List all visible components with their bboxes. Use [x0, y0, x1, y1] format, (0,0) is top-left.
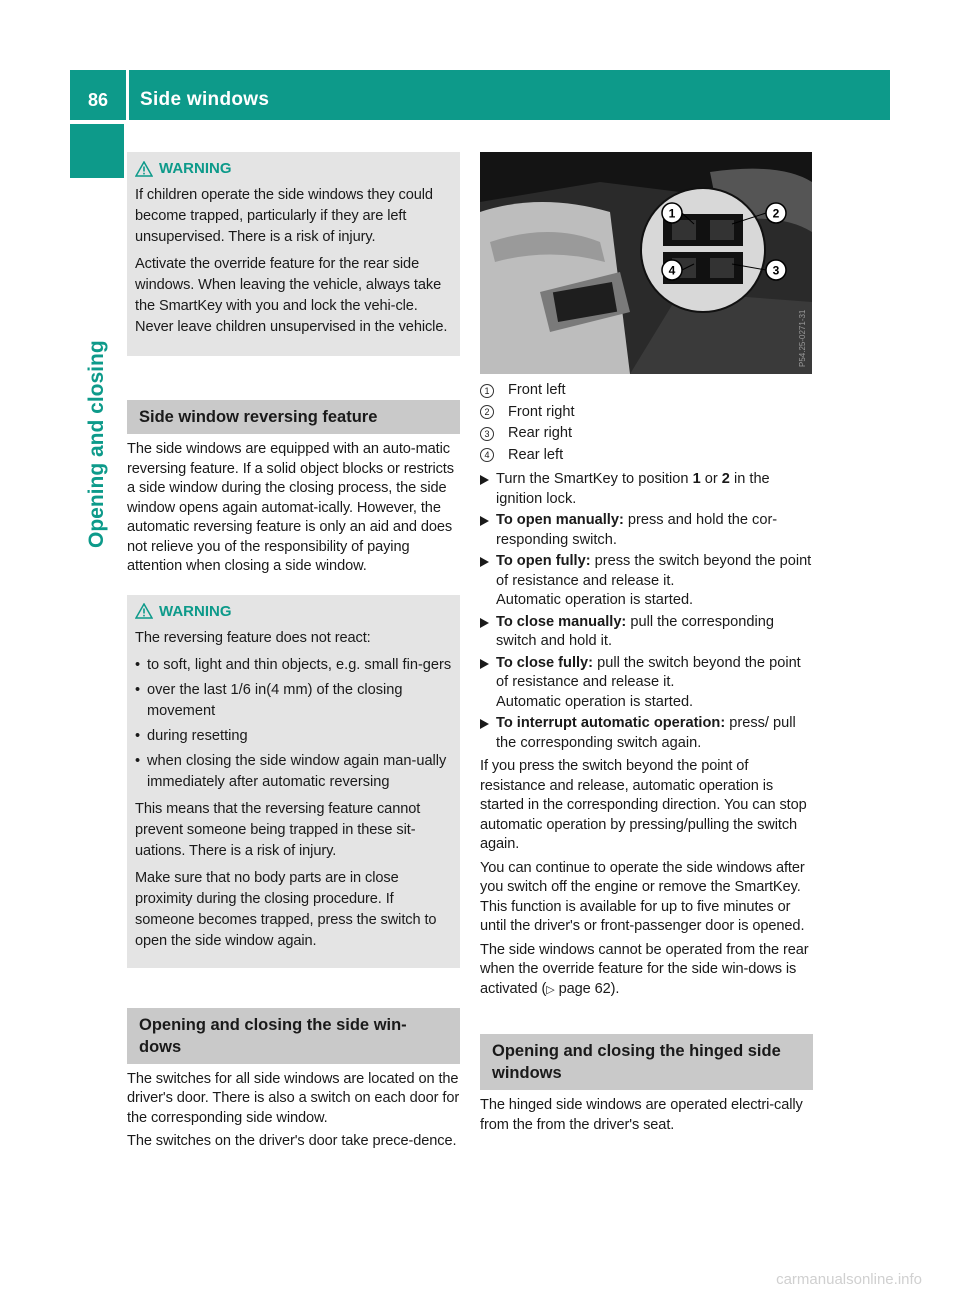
list-item: [480, 445, 813, 467]
warning-text: Make sure that no body parts are in close proximity during the closing procedure. If someone becomes trapped, press the switch to open the side window again.: [135, 869, 437, 949]
body-paragraph: The switches on the driver's door take prece-dence.: [127, 1133, 457, 1149]
callout-number: 1: [480, 384, 494, 398]
body-paragraph: The switches for all side windows are located on the driver's door. There is also a switch on each door for the corresponding side window.: [127, 1070, 460, 1126]
legend-label: Front left: [508, 382, 566, 398]
instruction-steps: [480, 470, 813, 753]
section-heading-hinged-windows: Opening and closing the hinged side windows: [480, 1034, 813, 1090]
section-heading-reversing: Side window reversing feature: [127, 400, 460, 434]
warning-heading-text: WARNING: [159, 160, 232, 177]
legend-label: Rear left: [508, 446, 564, 463]
header-divider: [126, 70, 129, 120]
instruction-step: To close fully: pull the switch beyond the point of resistance and release it. Automatic operation is started.: [480, 654, 813, 713]
callout-legend: [480, 380, 813, 466]
instruction-step: To interrupt automatic operation: press/ pull the corresponding switch again.: [480, 714, 813, 753]
page-reference-link[interactable]: page 62).: [554, 980, 620, 997]
legend-label: Rear right: [508, 425, 573, 441]
figure-callout: 3: [772, 263, 780, 278]
chapter-label: Opening and closing: [85, 340, 108, 548]
step-arrow-icon: [480, 719, 489, 729]
warning-text: Activate the override feature for the rear side windows. When leaving the vehicle, always take the SmartKey with you and lock the vehi-cle. Never leave children unsupervised in the vehicle.: [135, 256, 448, 335]
figure-code: P54.25-0271-31: [798, 309, 807, 367]
callout-number: 2: [480, 405, 494, 419]
step-arrow-icon: [480, 618, 489, 628]
section-heading-opening-closing: Opening and closing the side win-dows: [127, 1008, 460, 1064]
figure-callout: 4: [668, 263, 676, 278]
page-title: Side windows: [140, 89, 270, 110]
figure-callout: 1: [668, 206, 676, 221]
list-item: • when closing the side window again man-ually immediately after automatic reversing: [135, 751, 452, 793]
list-item: • over the last 1/6 in(4 mm) of the closing movement: [135, 680, 452, 722]
step-arrow-icon: [480, 475, 489, 485]
step-arrow-icon: [480, 516, 489, 526]
warning-heading: [135, 603, 452, 620]
figure-callout: 2: [772, 206, 780, 221]
page-reference-arrow-icon: ▷: [546, 983, 555, 996]
warning-text: The reversing feature does not react:: [135, 629, 371, 646]
warning-text: If children operate the side windows they could become trapped, particularly if they are left unsupervised. There is a risk of injury.: [135, 187, 433, 245]
watermark: carmanualsonline.info: [776, 1271, 922, 1288]
warning-triangle-icon: [135, 603, 153, 619]
body-paragraph: The side windows are equipped with an auto-matic reversing feature. If a solid object blocks or restricts a side window during the closing process, the side window opens again automat-ically. However, the automatic reversing feature is only an aid and does not relieve you of the responsibility of paying attention when closing a side window.: [127, 441, 454, 574]
warning-heading-text: WARNING: [159, 602, 232, 620]
list-item: • to soft, light and thin objects, e.g. small fin-gers: [135, 655, 452, 676]
list-item: [480, 380, 813, 402]
right-column: [480, 152, 813, 1139]
body-paragraph: If you press the switch beyond the point of resistance and release, automatic operation is started in the corresponding direction. You can stop automatic operation by pressing/pulling the switch again.: [480, 758, 807, 852]
body-paragraph: You can continue to operate the side windows after you switch off the engine or remove the SmartKey. This function is available for up to five minutes or until the driver's or front-passenger door is opened.: [480, 859, 805, 934]
warning-heading: [135, 160, 452, 177]
list-item: [480, 402, 813, 424]
callout-number: 4: [480, 448, 494, 462]
instruction-step: Turn the SmartKey to position 1 or 2 in the ignition lock.: [480, 470, 813, 509]
list-item: • during resetting: [135, 726, 452, 747]
door-switch-photo: [480, 152, 812, 374]
warning-box-reversing: [127, 595, 460, 968]
body-paragraph: The hinged side windows are operated electri-cally from the from the driver's seat.: [480, 1097, 803, 1133]
left-column: [127, 152, 460, 1156]
warning-text: This means that the reversing feature cannot prevent someone being trapped in these sit-uations. There is a risk of injury.: [135, 800, 421, 859]
body-paragraph: The side windows cannot be operated from the rear when the override feature for the side win-dows is activated (▷ page 62).: [480, 941, 809, 997]
instruction-step: To open manually: press and hold the cor-responding switch.: [480, 511, 813, 550]
page-header: [70, 70, 890, 120]
step-arrow-icon: [480, 659, 489, 669]
instruction-step: To close manually: pull the corresponding switch and hold it.: [480, 613, 813, 652]
instruction-step: To open fully: press the switch beyond the point of resistance and release it. Automatic operation is started.: [480, 552, 813, 611]
callout-number: 3: [480, 427, 494, 441]
warning-triangle-icon: [135, 161, 153, 177]
step-arrow-icon: [480, 557, 489, 567]
warning-bullet-list: [135, 655, 452, 793]
warning-box-children: [127, 152, 460, 356]
list-item: [480, 423, 813, 445]
page-number: 86: [87, 90, 109, 110]
legend-label: Front right: [508, 403, 575, 420]
